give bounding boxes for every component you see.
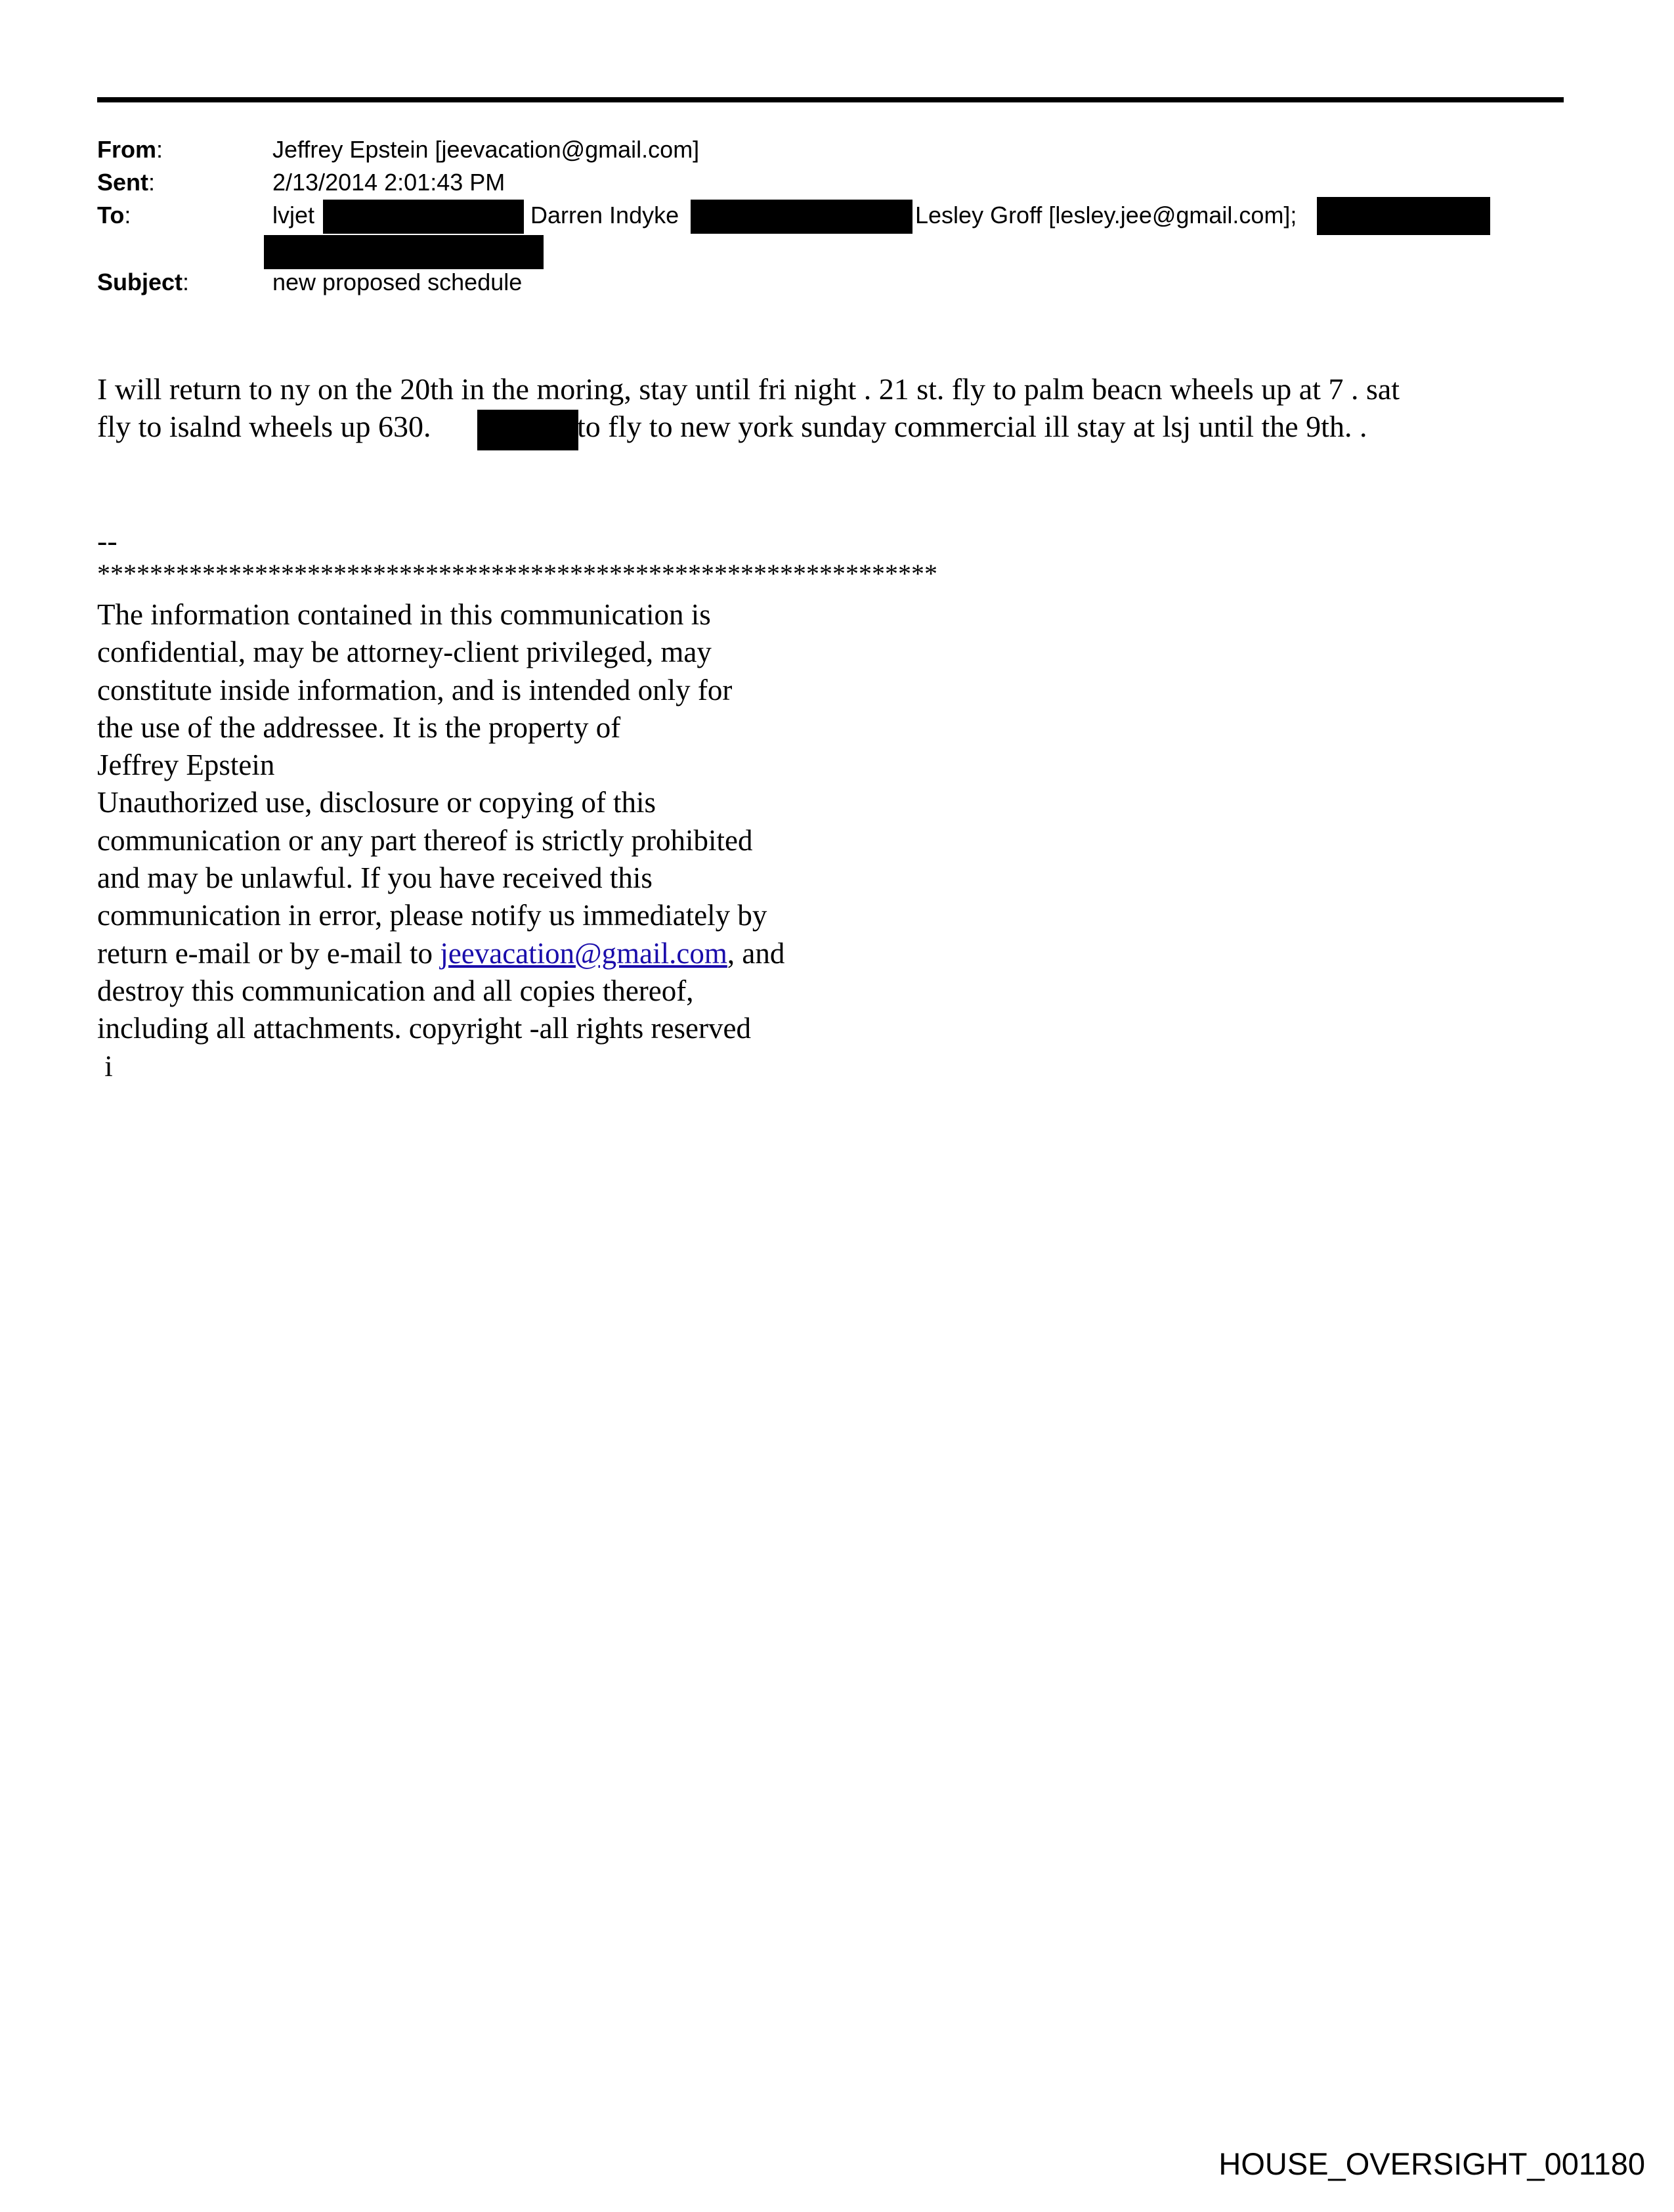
signature-stars: **************************************************************** bbox=[97, 559, 937, 588]
disclaimer-block bbox=[97, 596, 784, 1085]
to-recipient-2: Darren Indyke bbox=[530, 202, 679, 228]
disclaimer-line: the use of the addressee. It is the property of bbox=[97, 710, 621, 744]
message-line-2b: to fly to new york sunday commercial ill stay at lsj until the 9th. . bbox=[577, 410, 1367, 443]
email-link[interactable]: jeevacation@gmail.com bbox=[440, 936, 727, 970]
bates-number: HOUSE_OVERSIGHT_001180 bbox=[1218, 2146, 1645, 2181]
from-label-row: From: bbox=[97, 136, 163, 163]
disclaimer-line: communication in error, please notify us immediately by bbox=[97, 899, 767, 932]
sent-value: 2/13/2014 2:01:43 PM bbox=[272, 169, 505, 196]
message-line-2a: fly to isalnd wheels up 630. bbox=[97, 410, 431, 443]
disclaimer-line: and may be unlawful. If you have received this bbox=[97, 861, 653, 895]
disclaimer-line: confidential, may be attorney-client privileged, may bbox=[97, 636, 712, 669]
signature-separator: -- bbox=[97, 524, 118, 557]
from-value: Jeffrey Epstein [jeevacation@gmail.com] bbox=[272, 136, 700, 163]
to-recipient-3: Lesley Groff [lesley.jee@gmail.com]; bbox=[915, 202, 1297, 228]
message-line-1: I will return to ny on the 20th in the moring, stay until fri night . 21 st. fly to palm beacn wheels up at 7 . sat bbox=[97, 372, 1400, 406]
to-recipient-1: lvjet bbox=[272, 202, 315, 228]
subject-value: new proposed schedule bbox=[272, 269, 523, 295]
disclaimer-line: destroy this communication and all copies thereof, bbox=[97, 974, 694, 1007]
redaction-box bbox=[1317, 197, 1490, 235]
from-label: From bbox=[97, 136, 156, 163]
redaction-box bbox=[323, 200, 524, 234]
disclaimer-line: i bbox=[97, 1049, 113, 1083]
sent-label-row: Sent: bbox=[97, 169, 156, 196]
disclaimer-line: constitute inside information, and is intended only for bbox=[97, 673, 733, 706]
to-label: To bbox=[97, 202, 125, 228]
disclaimer-line: including all attachments. copyright -all rights reserved bbox=[97, 1012, 751, 1045]
to-label-row: To: bbox=[97, 202, 131, 228]
disclaimer-line: Jeffrey Epstein bbox=[97, 748, 275, 782]
disclaimer-line: Unauthorized use, disclosure or copying of this bbox=[97, 786, 656, 819]
redaction-box bbox=[691, 200, 912, 234]
disclaimer-line: communication or any part thereof is strictly prohibited bbox=[97, 823, 753, 857]
disclaimer-line: The information contained in this communication is bbox=[97, 598, 711, 631]
redaction-box bbox=[477, 410, 578, 450]
subject-label: Subject bbox=[97, 269, 183, 295]
subject-label-row: Subject: bbox=[97, 269, 190, 295]
disclaimer-email-line: return e-mail or by e-mail to jeevacation@gmail.com, and bbox=[97, 936, 785, 970]
header-rule bbox=[97, 97, 1564, 102]
redaction-box bbox=[264, 235, 544, 269]
sent-label: Sent bbox=[97, 169, 149, 196]
